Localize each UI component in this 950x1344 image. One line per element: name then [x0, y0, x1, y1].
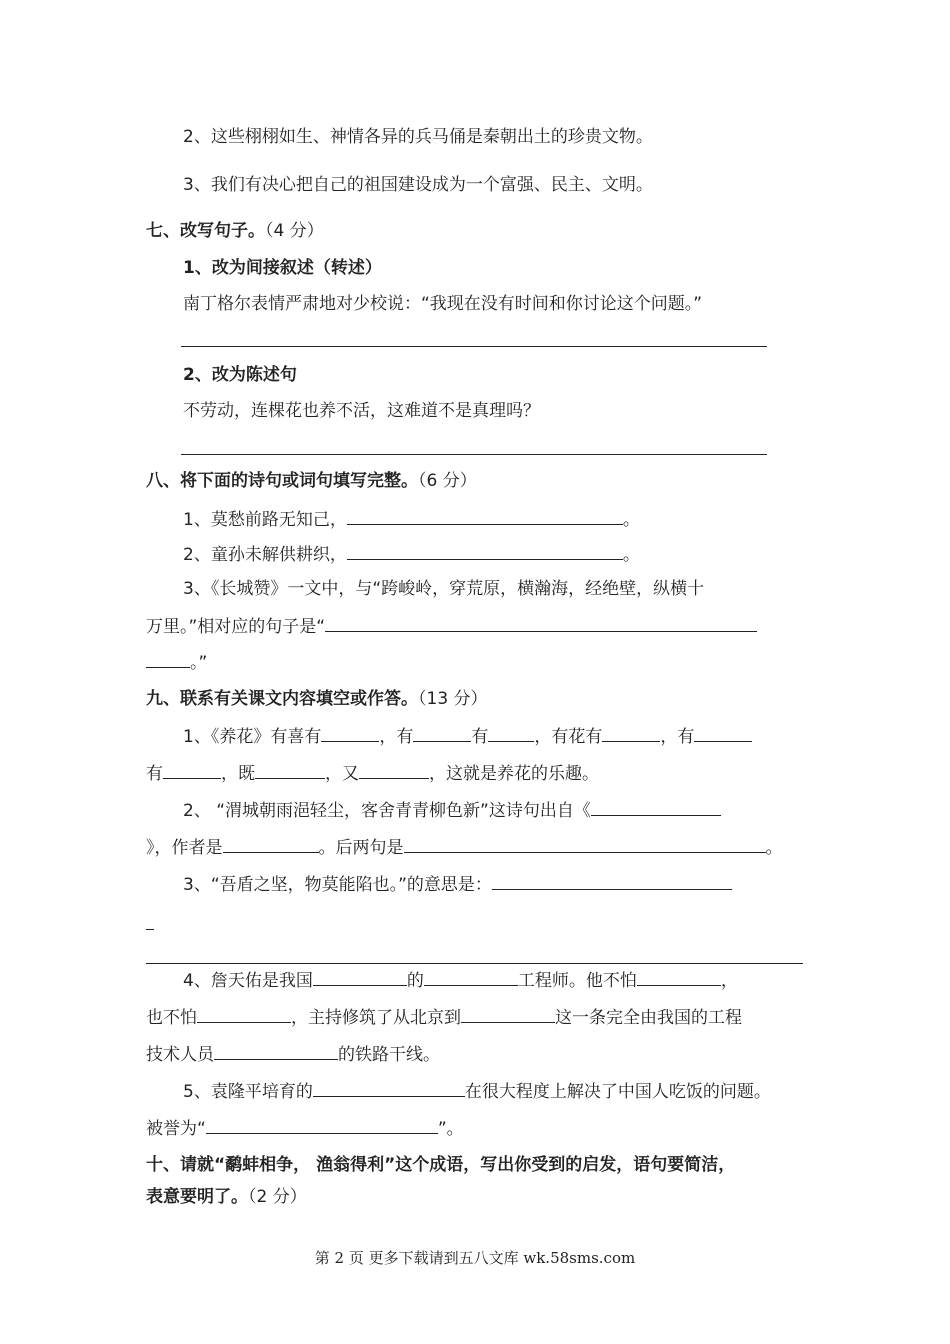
s9-q2-text-d: 。 [765, 838, 783, 858]
section-9-score: （13 分） [418, 689, 488, 709]
s8-q1-text: 1、莫愁前路无知己， [183, 510, 347, 530]
s9-q4-blank-1[interactable] [313, 969, 407, 986]
s8-question-3-line-2 [146, 615, 757, 638]
s9-question-1-line-1 [183, 725, 752, 748]
s9-q1-blank-2[interactable] [413, 725, 471, 742]
s9-q1-blank-3[interactable] [488, 725, 534, 742]
s9-question-5-line-2 [146, 1117, 464, 1140]
section-7-title: 七、改写句子。 [146, 221, 265, 241]
section-10-text: 表意要明了。 [146, 1187, 248, 1207]
s9-q2-text-b: 》，作者是 [146, 838, 223, 858]
s6-question-3: 3、我们有决心把自己的祖国建设成为一个富强、民主、文明。 [183, 175, 653, 195]
s9-question-4-line-3 [146, 1043, 440, 1066]
s9-q1-text-b: ，有 [379, 727, 414, 747]
s8-question-2 [183, 543, 640, 566]
s9-q5-text-b: 在很大程度上解决了中国人吃饭的问题。 [464, 1082, 771, 1102]
s9-q3-blank-b[interactable] [146, 929, 154, 930]
s9-q1-text-c: 有 [471, 727, 489, 747]
s9-q4-text-b: 的 [406, 971, 424, 991]
s8-q2-blank[interactable] [347, 543, 623, 560]
s8-q1-blank[interactable] [347, 508, 623, 525]
s7-task-1-text: 南丁格尔表情严肃地对少校说：“我现在没有时间和你讨论这个问题。” [183, 294, 703, 314]
s6-question-2: 2、这些栩栩如生、神情各异的兵马俑是秦朝出土的珍贵文物。 [183, 127, 653, 147]
s9-q3-blank-a[interactable] [492, 873, 732, 890]
s9-q4-text-i: 的铁路干线。 [338, 1045, 440, 1065]
section-10-line-1: 十、请就“鹬蚌相争， 渔翁得利”这个成语，写出你受到的启发，语句要简洁， [146, 1155, 736, 1175]
s8-q3-blank-b[interactable] [146, 651, 190, 668]
s9-question-5-line-1 [183, 1080, 771, 1103]
s9-q1-text-d: ，有花有 [534, 727, 603, 747]
s9-q4-text-a: 4、詹天佑是我国 [183, 971, 313, 991]
s8-q2-text: 2、童孙未解供耕织， [183, 545, 347, 565]
s9-q4-text-e: 也不怕 [146, 1008, 197, 1028]
s9-q1-text-g: ，既 [221, 764, 255, 784]
s9-q1-blank-6[interactable] [163, 762, 221, 779]
s7-answer-line-1[interactable] [181, 346, 767, 347]
s9-q5-text-a: 5、袁隆平培育的 [183, 1082, 313, 1102]
s9-q1-blank-5[interactable] [694, 725, 752, 742]
s9-q2-blank-lines[interactable] [404, 836, 766, 853]
s9-q3-text: 3、“吾盾之坚，物莫能陷也。”的意思是： [183, 875, 492, 895]
s9-q5-text-c: 被誉为“ [146, 1119, 206, 1139]
s9-q2-text-a: 2、 “渭城朝雨浥轻尘，客舍青青柳色新”这诗句出自《 [183, 801, 591, 821]
s9-q2-blank-source[interactable] [591, 799, 721, 816]
s9-q1-blank-4[interactable] [602, 725, 660, 742]
s8-q3-blank-a[interactable] [325, 615, 757, 632]
s9-question-2-line-1 [183, 799, 721, 822]
s9-q3-answer-line[interactable] [146, 963, 803, 964]
s9-q5-text-d: ”。 [437, 1119, 464, 1139]
section-8-heading [146, 470, 477, 492]
s9-question-4-line-2 [146, 1006, 742, 1029]
section-8-score: （6 分） [418, 471, 477, 491]
s9-q4-text-h: 技术人员 [146, 1045, 214, 1065]
s9-question-4-line-1 [183, 969, 738, 992]
s9-q1-blank-1[interactable] [321, 725, 379, 742]
s8-q1-period: 。 [622, 510, 640, 530]
page-footer: 第 2 页 更多下载请到五八文库 wk.58sms.com [314, 1249, 636, 1267]
s7-answer-line-2[interactable] [181, 454, 767, 455]
s9-q4-blank-6[interactable] [214, 1043, 338, 1060]
s9-q2-blank-author[interactable] [223, 836, 319, 853]
section-9-title: 九、联系有关课文内容填空或作答。 [146, 689, 418, 709]
s9-q4-text-c: 工程师。他不怕 [517, 971, 637, 991]
s8-q2-period: 。 [622, 545, 640, 565]
section-8-title: 八、将下面的诗句或词句填写完整。 [146, 471, 418, 491]
s7-task-2-text: 不劳动，连棵花也养不活，这难道不是真理吗？ [183, 401, 540, 421]
s9-question-2-line-2 [146, 836, 783, 859]
s9-q1-blank-8[interactable] [359, 762, 429, 779]
s9-q4-text-g: 这一条完全由我国的工程 [555, 1008, 742, 1028]
section-10-line-2 [146, 1186, 307, 1208]
s9-question-1-line-2 [146, 762, 599, 785]
s8-question-3-line-1: 3、《长城赞》一文中，与“跨峻岭，穿荒原，横瀚海，经绝壁，纵横十 [183, 579, 705, 599]
s8-q3-text: 万里。”相对应的句子是“ [146, 617, 326, 637]
section-7-heading [146, 220, 324, 242]
s9-q4-blank-5[interactable] [461, 1006, 555, 1023]
section-9-heading [146, 688, 488, 710]
s9-q4-blank-3[interactable] [637, 969, 721, 986]
s8-question-3-line-3 [146, 651, 207, 674]
s9-q5-blank-2[interactable] [206, 1117, 438, 1134]
s8-question-1 [183, 508, 640, 531]
s9-q1-text-f: 有 [146, 764, 163, 784]
s7-task-2-label: 2、改为陈述句 [183, 365, 297, 385]
section-10-score: （2 分） [248, 1187, 307, 1207]
s9-q4-text-d: ， [720, 971, 738, 991]
s9-q2-text-c: 。后两句是 [318, 838, 404, 858]
s8-q3-end: 。” [190, 653, 208, 673]
s9-q1-text-i: ，这就是养花的乐趣。 [429, 764, 599, 784]
s9-q4-blank-2[interactable] [424, 969, 518, 986]
s9-q4-text-f: ，主持修筑了从北京到 [291, 1008, 461, 1028]
s9-q5-blank-1[interactable] [313, 1080, 465, 1097]
s9-q1-text-h: ，又 [325, 764, 359, 784]
s9-q1-text-a: 1、《养花》有喜有 [183, 727, 322, 747]
s9-q1-blank-7[interactable] [255, 762, 325, 779]
s9-q1-text-e: ，有 [660, 727, 695, 747]
s7-task-1-label: 1、改为间接叙述（转述） [183, 258, 382, 278]
s9-question-3-line-1 [183, 873, 732, 896]
s9-q4-blank-4[interactable] [197, 1006, 291, 1023]
section-7-score: （4 分） [265, 221, 324, 241]
